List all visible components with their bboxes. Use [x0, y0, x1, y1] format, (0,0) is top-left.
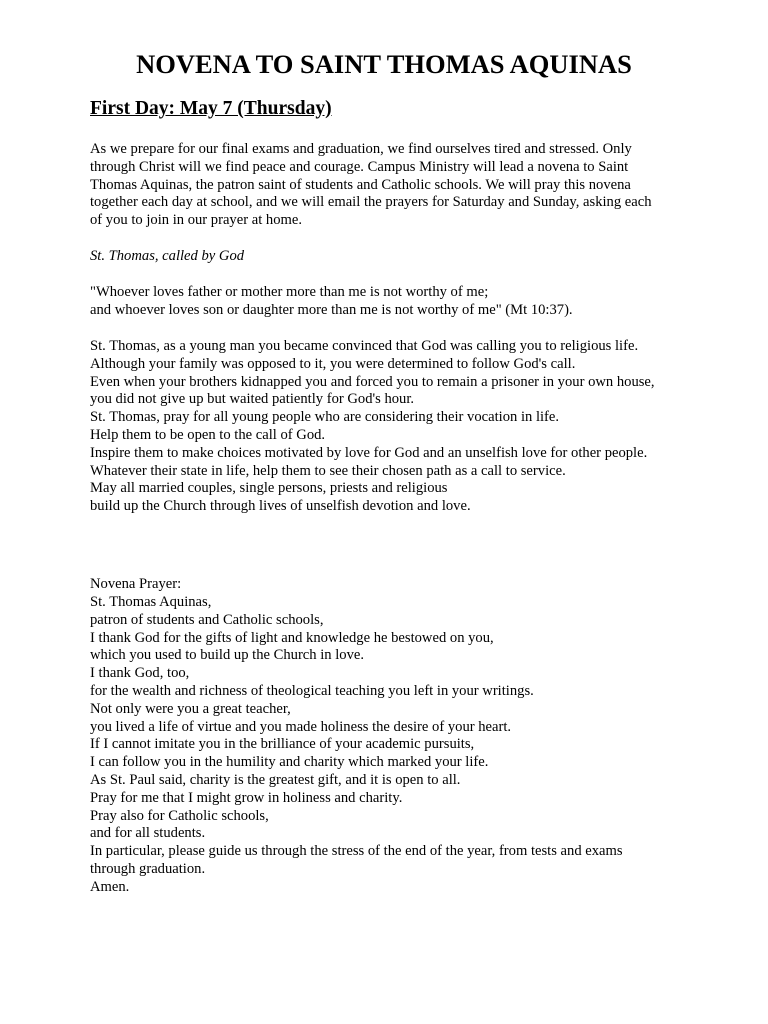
prayer-line: If I cannot imitate you in the brilliance of your academic pursuits, [90, 736, 475, 753]
prayer-line: you lived a life of virtue and you made holiness the desire of your heart. [90, 718, 512, 735]
intro-paragraph [90, 141, 730, 230]
reflection-line: Inspire them to make choices motivated by love for God and an unselfish love for other people. [90, 444, 648, 461]
reflection-line: Help them to be open to the call of God. [90, 426, 326, 443]
prayer-line: and for all students. [90, 825, 206, 842]
reflection-line: Although your family was opposed to it, you were determined to follow God's call. [90, 355, 576, 372]
prayer-line: patron of students and Catholic schools, [90, 611, 324, 628]
prayer-line: Pray also for Catholic schools, [90, 807, 269, 824]
intro-line: of you to join in our prayer at home. [90, 212, 302, 229]
reflection-line: Whatever their state in life, help them to see their chosen path as a call to service. [90, 462, 566, 479]
reflection-line: build up the Church through lives of unselfish devotion and love. [90, 498, 471, 515]
prayer-line: for the wealth and richness of theological teaching you left in your writings. [90, 682, 534, 699]
document-title: NOVENA TO SAINT THOMAS AQUINAS [136, 49, 632, 79]
intro-line: together each day at school, and we will email the prayers for Saturday and Sunday, asking each [90, 194, 652, 211]
prayer-line: I can follow you in the humility and charity which marked your life. [90, 754, 489, 771]
scripture-quote [90, 284, 730, 320]
section-subtitle [90, 248, 730, 266]
reflection-line: Even when your brothers kidnapped you and forced you to remain a prisoner in your own house, [90, 373, 655, 390]
prayer-line: which you used to build up the Church in love. [90, 647, 365, 664]
prayer-line: Amen. [90, 878, 130, 895]
prayer-line: St. Thomas Aquinas, [90, 594, 212, 610]
reflection-line: St. Thomas, as a young man you became convinced that God was calling you to religious life. [90, 338, 639, 354]
prayer-line: In particular, please guide us through the stress of the end of the year, from tests and exams [90, 843, 623, 860]
reflection-line: May all married couples, single persons, priests and religious [90, 480, 448, 497]
prayer-label [90, 576, 730, 594]
prayer-line: Pray for me that I might grow in holiness and charity. [90, 789, 403, 806]
intro-line: Thomas Aquinas, the patron saint of students and Catholic schools. We will pray this novena [90, 176, 631, 193]
prayer-line: through graduation. [90, 860, 206, 877]
reflection-line: St. Thomas, pray for all young people who are considering their vocation in life. [90, 409, 560, 426]
reflection-line: you did not give up but waited patiently for God's hour. [90, 391, 415, 408]
prayer-label-text: Novena Prayer: [90, 576, 182, 592]
intro-line: through Christ will we find peace and courage. Campus Ministry will lead a novena to Saint [90, 158, 629, 175]
prayer-line: Not only were you a great teacher, [90, 700, 291, 717]
subtitle-text: St. Thomas, called by God [90, 248, 245, 264]
day-heading: First Day: May 7 (Thursday) [90, 98, 332, 119]
quote-line: "Whoever loves father or mother more than me is not worthy of me; [90, 284, 489, 300]
prayer-line: As St. Paul said, charity is the greatest gift, and it is open to all. [90, 771, 461, 788]
prayer-line: I thank God, too, [90, 665, 190, 682]
quote-line: and whoever loves son or daughter more than me is not worthy of me" (Mt 10:37). [90, 301, 573, 318]
reflection-paragraph [90, 338, 730, 516]
prayer-line: I thank God for the gifts of light and knowledge he bestowed on you, [90, 629, 494, 646]
novena-prayer [90, 594, 730, 897]
intro-line: As we prepare for our final exams and graduation, we find ourselves tired and stressed. Only [90, 141, 632, 157]
